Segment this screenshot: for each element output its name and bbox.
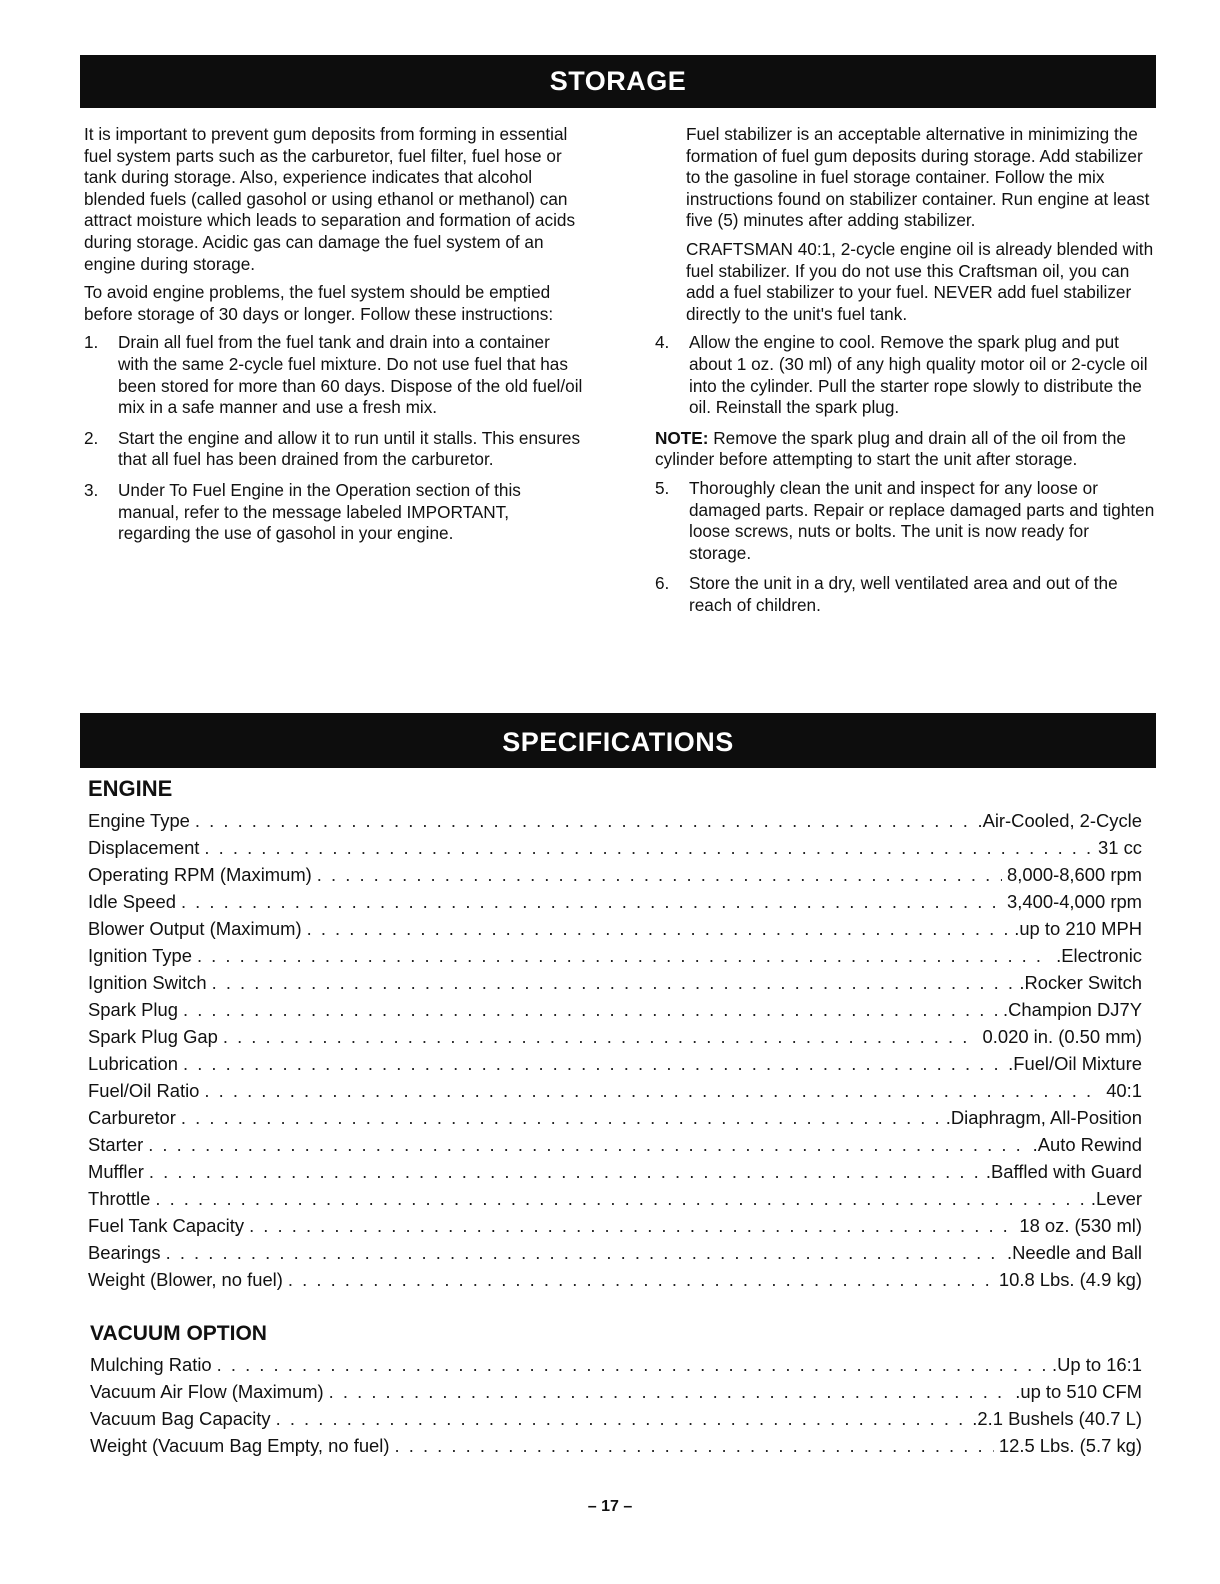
dot-leader (183, 996, 998, 1023)
spec-row (88, 1239, 1142, 1266)
spec-row (90, 1378, 1142, 1405)
spec-value: 40:1 (1106, 1080, 1142, 1101)
specifications-banner: SPECIFICATIONS (80, 713, 1156, 768)
storage-step (84, 428, 584, 471)
spec-label: Ignition Type (88, 945, 192, 966)
spec-value: 10.8 Lbs. (4.9 kg) (998, 1269, 1142, 1290)
storage-left-column (84, 124, 584, 554)
spec-label: Throttle (88, 1188, 151, 1209)
spec-value: 31 cc (1098, 837, 1142, 858)
spec-row (88, 888, 1142, 915)
spec-label: Ignition Switch (88, 972, 207, 993)
step-number: 1. (84, 332, 99, 353)
engine-spec-list (88, 807, 1142, 1293)
step-text: Store the unit in a dry, well ventilated area and out of the reach of children. (689, 573, 1118, 615)
spec-value: .Air-Cooled, 2-Cycle (977, 810, 1142, 831)
engine-heading: ENGINE (88, 776, 173, 801)
spec-label: Fuel Tank Capacity (88, 1215, 245, 1236)
spec-label: Carburetor (88, 1107, 176, 1128)
dot-leader (204, 1077, 1101, 1104)
spec-value: .Rocker Switch (1019, 972, 1142, 993)
spec-value: .up to 510 CFM (1015, 1381, 1142, 1402)
spec-row (90, 1432, 1142, 1459)
dot-leader (288, 1266, 994, 1293)
dot-leader (212, 969, 1015, 996)
spec-label: Engine Type (88, 810, 190, 831)
spec-label: Weight (Blower, no fuel) (88, 1269, 283, 1290)
spec-row (88, 1023, 1142, 1050)
storage-step (84, 332, 584, 418)
spec-row (88, 1050, 1142, 1077)
dot-leader (223, 1023, 978, 1050)
spec-label: Fuel/Oil Ratio (88, 1080, 200, 1101)
dot-leader (181, 1104, 941, 1131)
dot-leader (307, 915, 1010, 942)
step-number: 2. (84, 427, 99, 448)
spec-row (88, 1158, 1142, 1185)
spec-value: .Champion DJ7Y (1002, 999, 1142, 1020)
storage-step (655, 332, 1155, 418)
spec-value: .Lever (1090, 1188, 1142, 1209)
step-number: 6. (655, 573, 670, 594)
spec-row (90, 1351, 1142, 1378)
dot-leader (317, 861, 1002, 888)
spec-label: Muffler (88, 1161, 144, 1182)
spec-value: .up to 210 MPH (1014, 918, 1142, 939)
spec-value: .2.1 Bushels (40.7 L) (972, 1408, 1142, 1429)
stabilizer-paragraph: Fuel stabilizer is an acceptable alternative in minimizing the formation of fuel gum deposits during storage. Add stabilizer to the gasoline in fuel storage container. Follow the mix instructions found on stabilizer container. Run engine at least five (5) minutes after adding stabilizer. (686, 124, 1150, 231)
spec-value: .Baffled with Guard (985, 1161, 1142, 1182)
spec-row (88, 861, 1142, 888)
spec-label: Spark Plug (88, 999, 178, 1020)
dot-leader (149, 1158, 981, 1185)
step-text: Allow the engine to cool. Remove the spark plug and put about 1 oz. (30 ml) of any high quality motor oil or 2-cycle oil into the cylinder. Pull the starter rope slowly to distribute the oil. Reinstall the spark plug. (689, 332, 1148, 418)
step-text: Start the engine and allow it to run until it stalls. This ensures that all fuel has been drained from the carburetor. (118, 427, 581, 470)
dot-leader (395, 1432, 994, 1459)
spec-row (88, 969, 1142, 996)
spec-row (88, 807, 1142, 834)
dot-leader (195, 807, 973, 834)
step-text: Drain all fuel from the fuel tank and drain into a container with the same 2-cycle fuel mixture. Do not use fuel that has been stored for more than 60 days. Dispose of the old fuel/oil mix in a safe manner and use a fresh mix. (118, 332, 583, 418)
spec-label: Vacuum Bag Capacity (90, 1408, 271, 1429)
spec-row (88, 1104, 1142, 1131)
storage-banner: STORAGE (80, 55, 1156, 108)
spec-row (88, 1266, 1142, 1293)
spec-label: Blower Output (Maximum) (88, 918, 302, 939)
spec-label: Mulching Ratio (90, 1354, 212, 1375)
spec-row (88, 942, 1142, 969)
spec-value: .Electronic (1056, 945, 1142, 966)
step-number: 4. (655, 332, 670, 353)
dot-leader (148, 1131, 1027, 1158)
storage-intro-paragraph: It is important to prevent gum deposits from forming in essential fuel system parts such as the carburetor, fuel filter, fuel hose or tank during storage. Also, experience indicates that alcohol blended fuels (called gasohol or using ethanol or methanol) can attract moisture which leads to separation and formation of acids during storage. Acidic gas can damage the fuel system of an engine during storage. (84, 124, 576, 274)
spec-label: Displacement (88, 837, 200, 858)
spec-value: 8,000-8,600 rpm (1007, 864, 1142, 885)
vacuum-option-heading: VACUUM OPTION (90, 1322, 267, 1345)
step-number: 3. (84, 479, 99, 500)
spec-label: Operating RPM (Maximum) (88, 864, 312, 885)
storage-step (84, 480, 584, 545)
note-label: NOTE: (655, 427, 709, 448)
dot-leader (183, 1050, 1003, 1077)
spec-value: 0.020 in. (0.50 mm) (982, 1026, 1142, 1047)
storage-step (655, 478, 1155, 564)
spec-row (88, 1131, 1142, 1158)
storage-step (655, 573, 1155, 616)
spec-label: Weight (Vacuum Bag Empty, no fuel) (90, 1435, 390, 1456)
spec-row (88, 915, 1142, 942)
step-text: Under To Fuel Engine in the Operation section of this manual, refer to the message labeled IMPORTANT, regarding the use of gasohol in your engine. (118, 479, 521, 544)
spec-label: Vacuum Air Flow (Maximum) (90, 1381, 324, 1402)
storage-right-column (655, 124, 1155, 625)
dot-leader (204, 834, 1093, 861)
spec-label: Starter (88, 1134, 144, 1155)
spec-value: .Diaphragm, All-Position (945, 1107, 1142, 1128)
spec-label: Lubrication (88, 1053, 178, 1074)
dot-leader (249, 1212, 1014, 1239)
spec-value: .Fuel/Oil Mixture (1008, 1053, 1142, 1074)
storage-note (655, 428, 1155, 471)
spec-value: 3,400-4,000 rpm (1007, 891, 1142, 912)
spec-value: .Up to 16:1 (1052, 1354, 1142, 1375)
dot-leader (197, 942, 1051, 969)
spec-row (90, 1405, 1142, 1432)
dot-leader (166, 1239, 1002, 1266)
spec-label: Bearings (88, 1242, 161, 1263)
dot-leader (181, 888, 1002, 915)
craftsman-oil-paragraph: CRAFTSMAN 40:1, 2-cycle engine oil is already blended with fuel stabilizer. If you do not use this Craftsman oil, you can add a fuel stabilizer to your fuel. NEVER add fuel stabilizer directly to the unit's fuel tank. (686, 238, 1154, 324)
spec-row (88, 834, 1142, 861)
spec-value: 12.5 Lbs. (5.7 kg) (998, 1435, 1142, 1456)
spec-label: Idle Speed (88, 891, 176, 912)
dot-leader (217, 1351, 1047, 1378)
storage-instructions-paragraph: To avoid engine problems, the fuel system should be emptied before storage of 30 days or longer. Follow these instructions: (84, 282, 554, 324)
spec-row (88, 1077, 1142, 1104)
page-number: – 17 – (587, 1498, 633, 1515)
spec-value: 18 oz. (530 ml) (1019, 1215, 1142, 1236)
spec-row (88, 996, 1142, 1023)
note-text: Remove the spark plug and drain all of the oil from the cylinder before attempting to start the unit after storage. (655, 427, 1126, 470)
spec-label: Spark Plug Gap (88, 1026, 218, 1047)
spec-value: .Needle and Ball (1007, 1242, 1142, 1263)
spec-value: .Auto Rewind (1032, 1134, 1142, 1155)
step-text: Thoroughly clean the unit and inspect for any loose or damaged parts. Repair or replace damaged parts and tighten loose screws, nuts or bolts. The unit is now ready for storage. (689, 477, 1155, 563)
dot-leader (155, 1185, 1086, 1212)
step-number: 5. (655, 477, 670, 498)
dot-leader (329, 1378, 1011, 1405)
spec-row (88, 1185, 1142, 1212)
vacuum-spec-list (90, 1351, 1142, 1459)
spec-row (88, 1212, 1142, 1239)
dot-leader (276, 1405, 968, 1432)
